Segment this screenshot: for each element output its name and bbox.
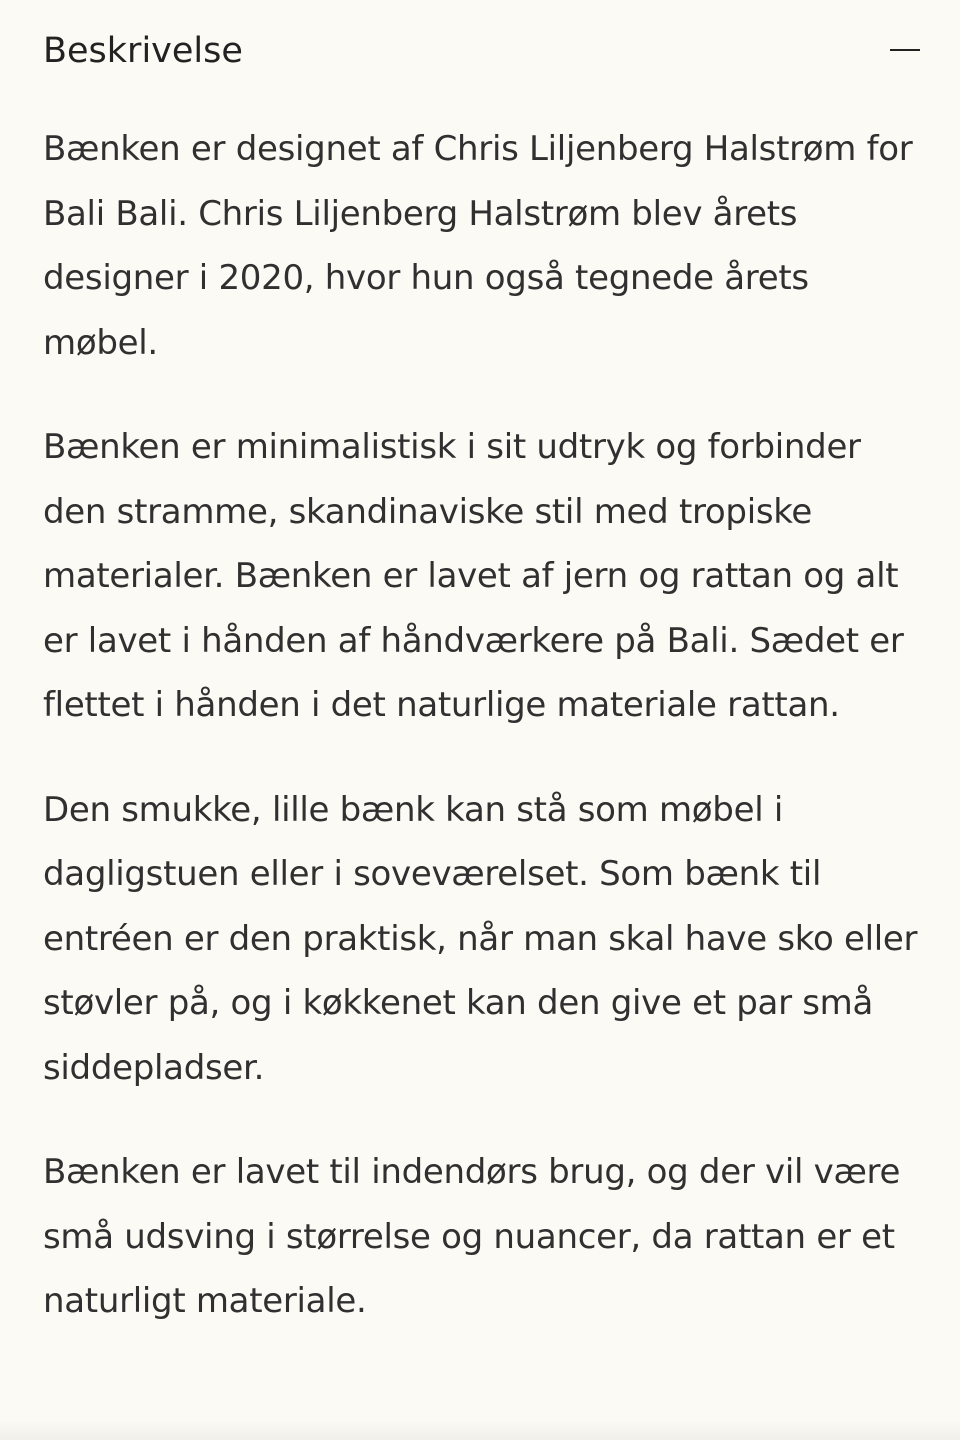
accordion-title: Beskrivelse: [43, 31, 243, 71]
bottom-shadow: [0, 1420, 960, 1440]
description-paragraph-3: Den smukke, lille bænk kan stå som møbel i dagligstuen eller i soveværelset. Som bænk til entréen er den praktisk, når man skal have sko eller støvler på, og i køkkenet kan den give et par små siddepladser.: [43, 789, 918, 1088]
description-paragraph-2: Bænken er minimalistisk i sit udtryk og forbinder den stramme, skandinaviske stil med tropiske materialer. Bænken er lavet af jern og rattan og alt er lavet i hånden af håndværkere på Bali. Sædet er flettet i hånden i det naturlige materiale rattan.: [43, 427, 904, 725]
description-paragraph-4: Bænken er lavet til indendørs brug, og der vil være små udsving i størrelse og nuancer, da rattan er et naturligt materiale.: [43, 1152, 901, 1321]
description-paragraph-1: Bænken er designet af Chris Liljenberg Halstrøm for Bali Bali. Chris Liljenberg Halstrøm blev årets designer i 2020, hvor hun også tegnede årets møbel.: [43, 129, 913, 363]
accordion-header[interactable]: [43, 20, 921, 82]
minus-icon[interactable]: [890, 36, 920, 66]
accordion-content: [43, 117, 928, 1374]
